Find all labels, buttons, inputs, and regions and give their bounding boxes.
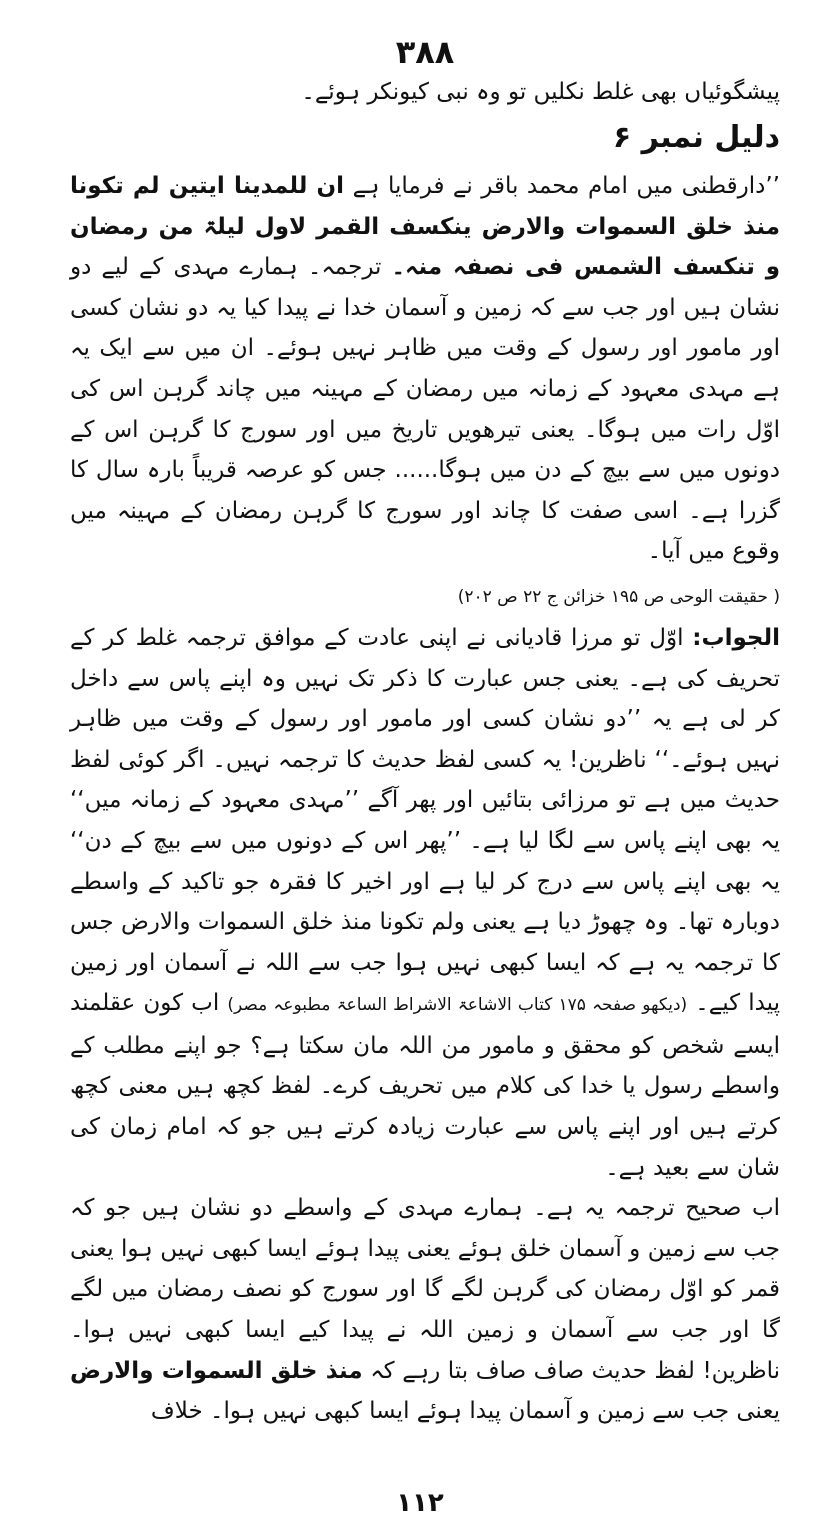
quote-arabic: ان للمدینا ایتین لم تکونا منذ خلق السموات والارض ینکسف القمر لاول لیلۃ من رمضان و تنکسف الشمس فی نصفہ منہ۔ (70, 173, 780, 281)
page-number-bottom: ۱۱۲ (396, 1488, 444, 1518)
answer-text: اوّل تو مرزا قادیانی نے اپنی عادت کے موافق ترجمہ غلط کر کے تحریف کی ہے۔ یعنی جس عبارت کا ذکر تک نہیں وہ اپنے پاس سے داخل کر لی ہے یہ ’’دو نشان کسی اور مامور اور رسول کے وقت میں ظاہر نہیں ہوئے۔‘‘ ناظرین! یہ کسی لفظ حدیث کا ترجمہ نہیں۔ اگر کوئی لفظ حدیث میں ہے تو مرزائی بتائیں اور پھر آگے ’’مہدی معہود کے زمانہ میں‘‘ یہ بھی اپنے پاس سے لگا لیا ہے۔ ’’پھر اس کے دونوں میں سے بیچ کے دن‘‘ یہ بھی اپنے پاس سے درج کر لیا ہے اور اخیر کا فقرہ جو تاکید کے واسطے دوبارہ تھا۔ وہ چھوڑ دیا ہے یعنی ولم تکونا منذ خلق السموات والارض جس کا ترجمہ یہ ہے کہ ایسا کبھی نہیں ہوا جب سے اللہ نے آسمان اور زمین پیدا کیے۔ (70, 624, 781, 1017)
answer-label: الجواب: (692, 624, 781, 651)
reference-citation: ( حقیقت الوحی ص ۱۹۵ خزائن ج ۲۲ ص ۲۰۲) (457, 586, 780, 607)
quote-open: ’’دارقطنی میں امام محمد باقر نے فرمایا ہے (352, 173, 780, 199)
answer-continuation: اب کون عقلمند ایسے شخص کو محقق و مامور من اللہ مان سکتا ہے؟ جو اپنے مطلب کے واسطے رسول یا خدا کی کلام میں تحریف کرے۔ لفظ کچھ ہیں معنی کچھ کرتے ہیں اور اپنے پاس سے عبارت زیادہ کرتے ہیں جو کہ امام زمان کی شان سے بعید ہے۔ (70, 990, 780, 1181)
answer-source: (دیکھو صفحہ ۱۷۵ کتاب الاشاعۃ الاشراط الساعۃ مطبوعہ مصر) (227, 995, 688, 1016)
quote-translation: ترجمہ۔ ہمارے مہدی کے لیے دو نشان ہیں اور جب سے کہ زمین و آسمان خدا نے پیدا کیا یہ دو نشان کسی اور مامور اور رسول کے وقت میں ظاہر نہیں ہوئے۔ ان میں سے ایک یہ ہے مہدی معہود کے زمانہ میں رمضان کے مہینہ میں چاند گرہن اس کی اوّل رات میں ہوگا۔ یعنی تیرھویں تاریخ میں اور سورج کا گرہن اس کے دونوں میں سے بیچ کے دن میں ہوگا...... جس کو عرصہ قریباً بارہ سال کا گزرا ہے۔ اسی صفت کا چاند اور سورج کا گرہن رمضان کے مہینہ میں وقوع میں آیا۔ (70, 254, 781, 565)
intro-line: پیشگوئیاں بھی غلط نکلیں تو وہ نبی کیونکر ہوئے۔ (301, 79, 780, 105)
section-heading: دلیل نمبر ۶ (612, 120, 780, 155)
correct-translation-text: اب صحیح ترجمہ یہ ہے۔ ہمارے مہدی کے واسطے دو نشان ہیں جو کہ جب سے زمین و آسمان خلق ہوئے یعنی پیدا ہوئے ایسا کبھی نہیں ہوا یعنی قمر کو اوّل رمضان کی گرہن لگے گا اور سورج کو نصف رمضان میں لگے گا اور جب سے آسمان و زمین اللہ نے پیدا کیے ایسا کبھی نہیں ہوا۔ ناظرین! لفظ حدیث صاف صاف بتا رہے کہ (70, 1195, 781, 1384)
correct-translation-tail: یعنی جب سے زمین و آسمان پیدا ہوئے ایسا کبھی نہیں ہوا۔ خلاف (150, 1398, 780, 1425)
correct-translation-paragraph (70, 1188, 780, 1432)
correct-translation-arabic: منذ خلق السموات والارض (70, 1357, 363, 1384)
quote-paragraph (70, 166, 780, 572)
page-number-top: ۳۸۸ (395, 33, 455, 71)
answer-paragraph (70, 618, 780, 1188)
